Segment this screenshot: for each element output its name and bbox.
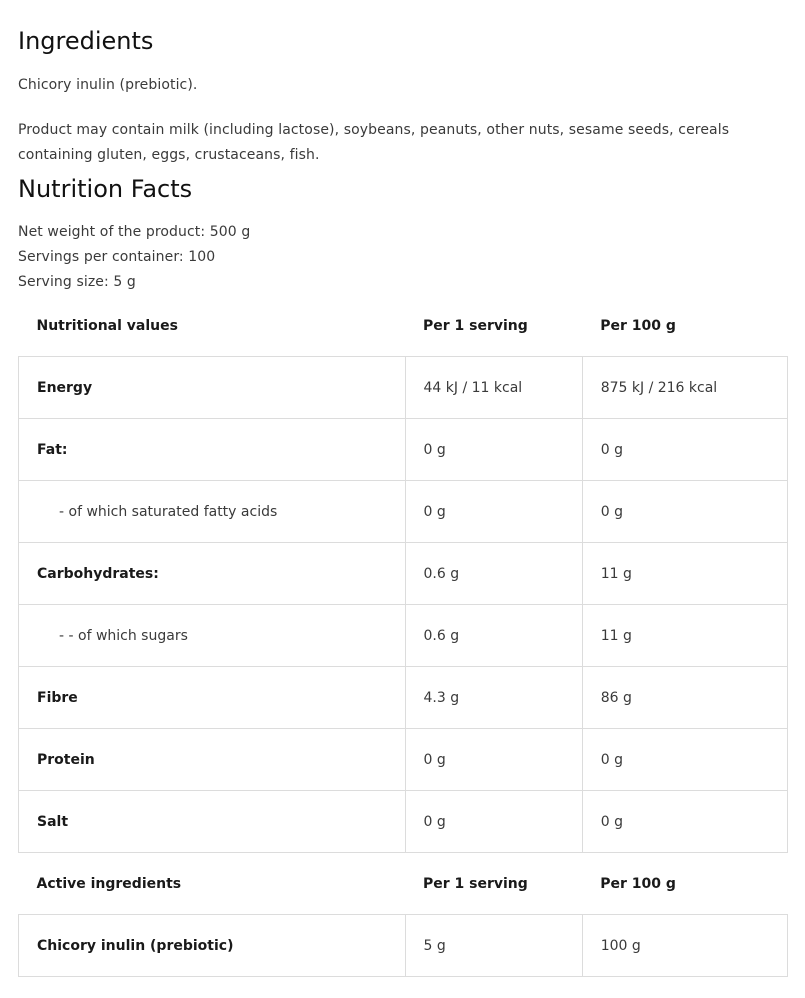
row-per-100g: 875 kJ / 216 kcal: [582, 357, 787, 419]
table-row: [19, 915, 788, 977]
row-per-serving: 0 g: [405, 419, 582, 481]
row-per-serving: 0 g: [405, 729, 582, 791]
row-label: Chicory inulin (prebiotic): [19, 915, 406, 977]
row-per-100g: 100 g: [582, 915, 787, 977]
header-per-serving: Per 1 serving: [423, 317, 528, 334]
row-label: Energy: [19, 357, 406, 419]
row-per-serving: 0 g: [405, 791, 582, 853]
active-header-row: [19, 853, 788, 915]
row-per-100g: 0 g: [582, 481, 787, 543]
row-per-100g: 86 g: [582, 667, 787, 729]
table-row: [19, 791, 788, 853]
row-per-serving: 44 kJ / 11 kcal: [405, 357, 582, 419]
header-per-100g: Per 100 g: [600, 317, 676, 334]
row-per-serving: 4.3 g: [405, 667, 582, 729]
allergen-note: Product may contain milk (including lactose), soybeans, peanuts, other nuts, sesame seeds, cereals containing gluten, eggs, crustaceans, fish.: [18, 122, 730, 163]
row-per-100g: 0 g: [582, 729, 787, 791]
ingredients-composition: Chicory inulin (prebiotic).: [18, 77, 198, 93]
nutrition-heading: Nutrition Facts: [18, 175, 193, 203]
row-label: Fat:: [19, 419, 406, 481]
row-per-serving: 5 g: [405, 915, 582, 977]
table-row: [19, 605, 788, 667]
table-header-row: [19, 295, 788, 357]
net-weight: Net weight of the product: 500 g: [18, 224, 251, 240]
row-label: Fibre: [19, 667, 406, 729]
row-label: - of which saturated fatty acids: [19, 481, 406, 543]
table-row: [19, 667, 788, 729]
table-row: [19, 543, 788, 605]
nutrition-table: [18, 295, 788, 977]
header-active-per-100g: Per 100 g: [600, 875, 676, 892]
table-row: [19, 729, 788, 791]
row-label: Carbohydrates:: [19, 543, 406, 605]
header-active-per-serving: Per 1 serving: [423, 875, 528, 892]
row-per-100g: 0 g: [582, 419, 787, 481]
ingredients-heading: Ingredients: [18, 27, 154, 55]
row-per-serving: 0.6 g: [405, 605, 582, 667]
row-label: Salt: [19, 791, 406, 853]
table-row: [19, 357, 788, 419]
row-per-100g: 11 g: [582, 543, 787, 605]
header-active-ingredients: Active ingredients: [36, 875, 182, 892]
table-row: [19, 419, 788, 481]
header-nutritional-values: Nutritional values: [36, 317, 178, 334]
row-label: Protein: [19, 729, 406, 791]
serving-size: Serving size: 5 g: [18, 274, 136, 290]
row-per-100g: 11 g: [582, 605, 787, 667]
table-row: [19, 481, 788, 543]
row-per-serving: 0 g: [405, 481, 582, 543]
servings-per-container: Servings per container: 100: [18, 249, 216, 265]
row-label: - - of which sugars: [19, 605, 406, 667]
row-per-serving: 0.6 g: [405, 543, 582, 605]
row-per-100g: 0 g: [582, 791, 787, 853]
